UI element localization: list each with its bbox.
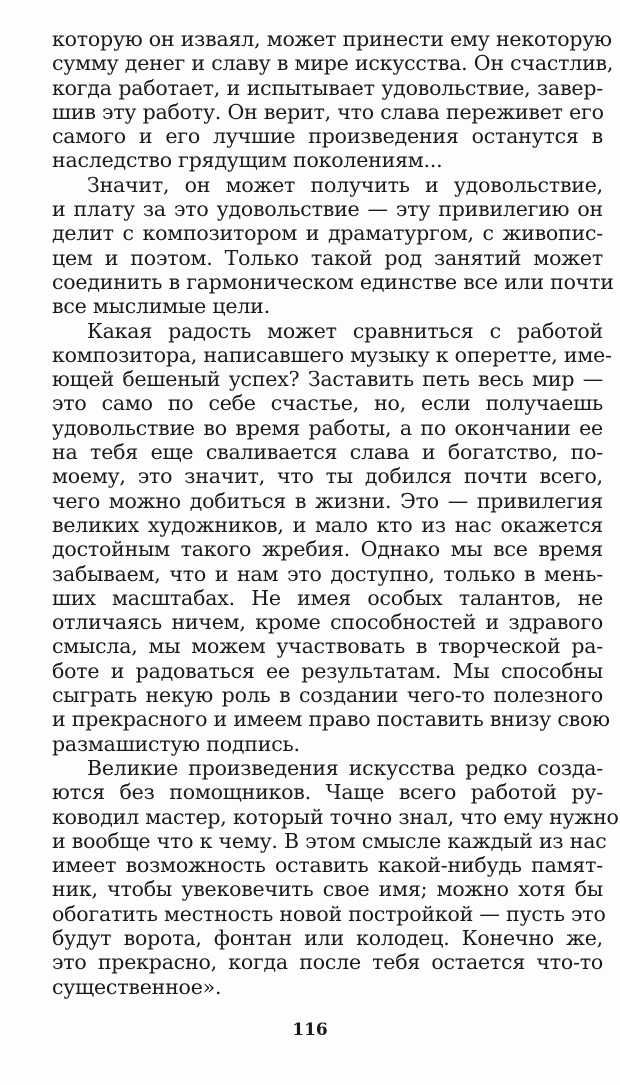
text-line: и плату за это удовольствие — эту привилегию он (52, 197, 603, 222)
text-line: соединить в гармоническом единстве все или почти (52, 269, 614, 294)
text-line: будут ворота, фонтан или колодец. Конечно же, (52, 925, 603, 950)
text-line: это само по себе счастье, но, если получаешь (52, 391, 603, 416)
text-line: существенное». (52, 974, 222, 999)
text-line: сыграть некую роль в создании чего-то полезного (52, 683, 603, 708)
text-line: делит с композитором и драматургом, с живопис- (52, 221, 603, 246)
text-line: моему, это значит, что ты добился почти всего, (52, 464, 603, 489)
text-line: цем и поэтом. Только такой род занятий может (52, 245, 603, 270)
text-line: ник, чтобы увековечить свое имя; можно хотя бы (52, 877, 603, 902)
text-line: размашистую подпись. (52, 731, 300, 756)
paragraph (52, 755, 619, 999)
text-line: обогатить местность новой постройкой — пусть это (52, 901, 606, 926)
text-line: удовольствие во время работы, а по окончании ее (52, 415, 603, 440)
text-line: чего можно добиться в жизни. Это — привилегия (52, 488, 603, 513)
text-line: это прекрасно, когда после тебя остается что-то (52, 950, 603, 975)
text-line: ющей бешеный успех? Заставить петь весь мир — (52, 367, 603, 392)
text-line: отличаясь ничем, кроме способностей и здравого (52, 610, 603, 635)
text-line: Великие произведения искусства редко созда- (87, 755, 603, 780)
text-line: композитора, написавшего музыку к оперетте, име- (52, 342, 612, 367)
text-line: ших масштабах. Не имея особых талантов, не (52, 585, 603, 610)
text-line: наследство грядущим поколениям... (52, 148, 443, 173)
text-line: забываем, что и нам это доступно, только в мень- (52, 561, 603, 586)
paragraph (52, 318, 612, 756)
text-line: достойным такого жребия. Однако мы все время (52, 537, 603, 562)
text-line: все мыслимые цели. (52, 294, 270, 319)
text-line: когда работает, и испытывает удовольствие, завер- (52, 75, 603, 100)
text-line: которую он изваял, может принести ему некоторую (52, 27, 612, 51)
text-line: сумму денег и славу в мире искусства. Он счастлив, (52, 51, 614, 76)
text-line: на тебя еще сваливается слава и богатство, по- (52, 440, 603, 465)
text-line: шив эту работу. Он верит, что слава переживет его (52, 99, 604, 124)
text-line: ются без помощников. Чаще всего работой ру- (52, 780, 603, 805)
page-number: 116 (292, 1020, 328, 1040)
text-line: смысла, мы можем участвовать в творческой ра- (52, 634, 603, 659)
text-line: Значит, он может получить и удовольствие, (87, 172, 603, 197)
paragraph (52, 27, 614, 173)
text-line: боте и радоваться ее результатам. Мы способны (52, 658, 603, 683)
text-line: самого и его лучшие произведения останутся в (52, 124, 603, 149)
body-text (52, 27, 619, 999)
paragraph (52, 172, 614, 319)
text-line: имеет возможность оставить какой-нибудь памят- (52, 853, 603, 878)
text-line: и вообще что к чему. В этом смысле каждый из нас (52, 828, 607, 853)
text-line: и прекрасного и имеем право поставить внизу свою (52, 707, 610, 732)
text-line: ководил мастер, который точно знал, что ему нужно (52, 804, 619, 829)
text-line: Какая радость может сравниться с работой (87, 318, 603, 343)
text-line: великих художников, и мало кто из нас окажется (52, 512, 603, 537)
